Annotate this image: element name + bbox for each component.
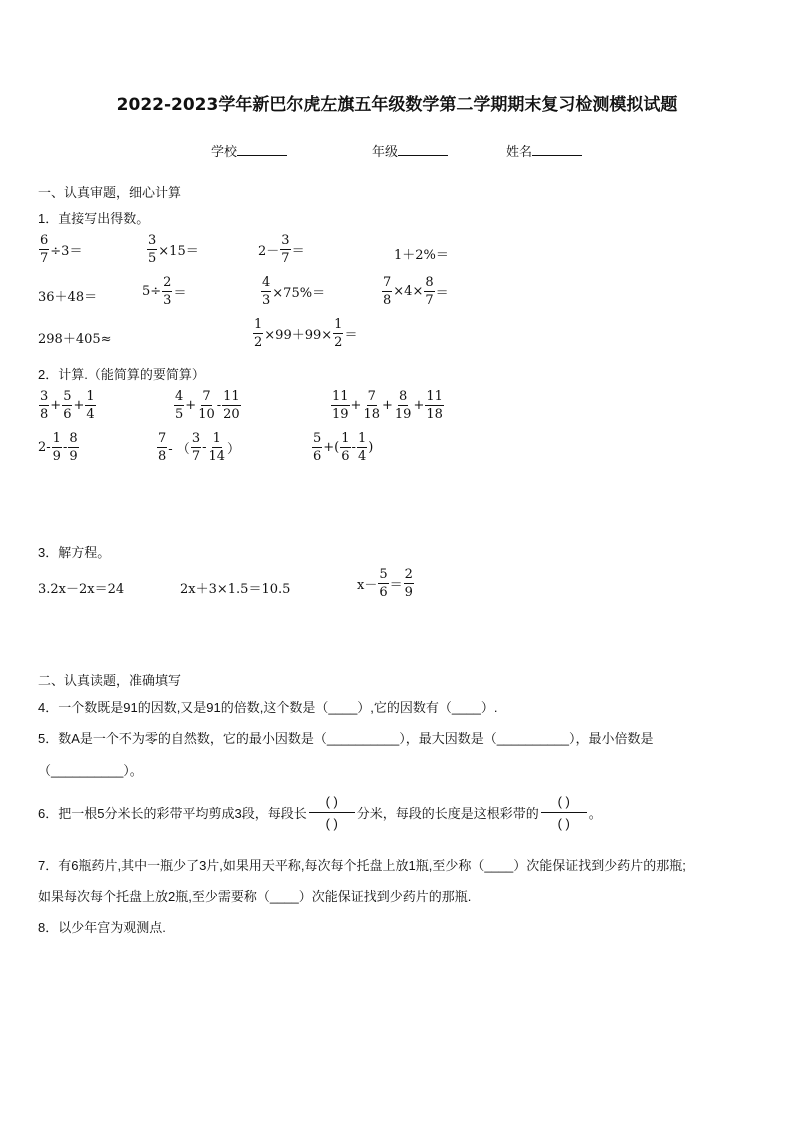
section-1-heading: 一、认真审题，细心计算: [38, 185, 182, 200]
question-8: 8．以少年宫为观测点.: [38, 920, 166, 935]
grade-field: [372, 141, 448, 160]
q2-item-b: $\frac{4}{5}$ + $\frac{7}{10}$ - $\frac{11}{20}$: [175, 389, 240, 422]
fraction: $\frac{4}{3}$: [262, 275, 271, 308]
school-label: 学校: [211, 144, 238, 159]
fraction: $\frac{7}{8}$: [383, 275, 392, 308]
fraction: $\frac{6}{7}$: [40, 233, 49, 266]
section-2-heading: 二、认真读题，准确填写: [38, 673, 182, 688]
question-4: 4．一个数既是91的因数,又是91的倍数,这个数是（____）,它的因数有（____）.: [38, 700, 498, 715]
q1-item-d: 1＋2%＝: [394, 248, 449, 263]
question-7-line-2: 如果每次每个托盘上放2瓶,至少需要称（____）次能保证找到少药片的那瓶.: [38, 889, 472, 904]
fraction: $\frac{3}{7}$: [281, 233, 290, 266]
q2-item-d: 2- $\frac{1}{9}$ - $\frac{8}{9}$: [38, 431, 78, 464]
q2-item-a: $\frac{3}{8}$ + $\frac{5}{6}$ + $\frac{1}{4}$: [40, 389, 95, 422]
question-7-line-1: 7．有6瓶药片,其中一瓶少了3片,如果用天平称,每次每个托盘上放1瓶,至少称（____）次能保证找到少药片的那瓶;: [38, 858, 686, 873]
q1-item-c: 2－ $\frac{3}{7}$ ＝: [258, 233, 305, 266]
name-field: [506, 141, 582, 160]
q1-item-b: $\frac{3}{5}$ ×15＝: [148, 233, 199, 266]
page-title: 2022-2023学年新巴尔虎左旗五年级数学第二学期期末复习检测模拟试题: [116, 95, 678, 115]
fraction: $\frac{1}{2}$: [254, 317, 263, 350]
q1-item-i: 298＋405≈: [38, 332, 112, 347]
grade-blank[interactable]: [398, 143, 448, 156]
q2-item-e: $\frac{7}{8}$ - （ $\frac{3}{7}$ - $\frac{1}{14}$ ）: [158, 431, 241, 464]
fraction: $\frac{1}{2}$: [334, 317, 343, 350]
question-5-line-2: （__________）。: [38, 763, 143, 778]
grade-label: 年级: [372, 144, 399, 159]
name-label: 姓名: [506, 144, 533, 159]
q3-item-a: 3.2x－2x＝24: [38, 582, 125, 597]
q1-item-e: 36＋48＝: [38, 290, 98, 305]
answer-fraction[interactable]: ( ) ( ): [309, 793, 355, 832]
q3-item-b: 2x＋3×1.5＝10.5: [180, 582, 291, 597]
fraction: $\frac{2}{3}$: [163, 275, 172, 308]
q1-item-g: $\frac{4}{3}$ ×75%＝: [262, 275, 326, 308]
q1-item-h: $\frac{7}{8}$ ×4× $\frac{8}{7}$ ＝: [383, 275, 449, 308]
q3-item-c: x－ $\frac{5}{6}$ ＝ $\frac{2}{9}$: [357, 567, 413, 600]
q1-item-f: 5÷ $\frac{2}{3}$ ＝: [142, 275, 187, 308]
question-5-line-1: 5．数A是一个不为零的自然数，它的最小因数是（__________），最大因数是（__________），最小倍数是: [38, 731, 654, 746]
q2-item-f: $\frac{5}{6}$ +( $\frac{1}{6}$ - $\frac{1}{4}$ ): [313, 431, 374, 464]
name-blank[interactable]: [532, 143, 582, 156]
fraction: $\frac{8}{7}$: [425, 275, 434, 308]
question-3: 3．解方程。: [38, 545, 111, 560]
question-1: 1．直接写出得数。: [38, 211, 150, 226]
answer-fraction[interactable]: ( ) ( ): [541, 793, 587, 832]
fraction: $\frac{3}{5}$: [148, 233, 157, 266]
school-blank[interactable]: [237, 143, 287, 156]
question-6: 6．把一根5分米长的彩带平均剪成3段，每段长 ( ) ( ) 分米，每段的长度是这根彩带的 ( ) ( ) 。: [38, 794, 602, 831]
q1-item-j: $\frac{1}{2}$ ×99＋99× $\frac{1}{2}$ ＝: [254, 317, 358, 350]
q2-item-c: $\frac{11}{19}$ + $\frac{7}{18}$ + $\frac{8}{19}$ + $\frac{11}{18}$: [332, 389, 443, 422]
school-field: [211, 141, 287, 160]
question-2: 2．计算.（能简算的要简算）: [38, 367, 205, 382]
q1-item-a: $\frac{6}{7}$ ÷3＝: [40, 233, 83, 266]
